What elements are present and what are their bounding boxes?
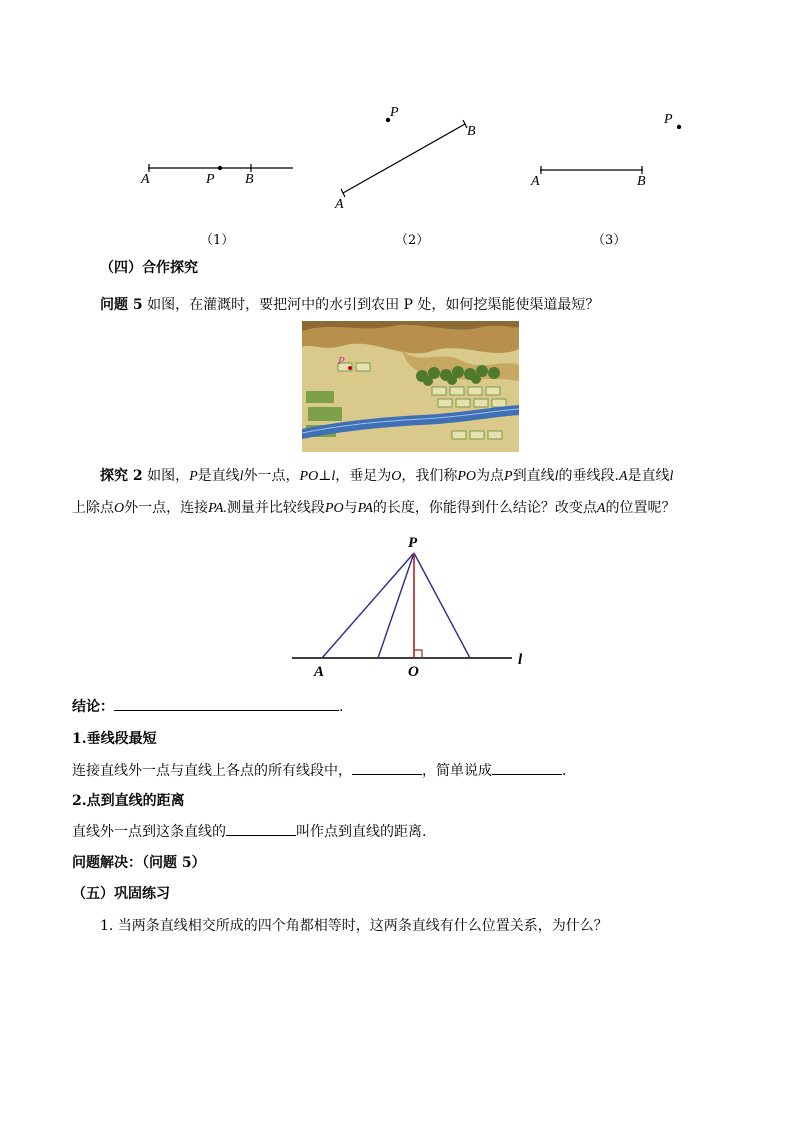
fig1-caption: （1） [200,233,235,248]
t6: 为点 [476,468,505,484]
var-o: O [391,469,402,484]
item2-text-a: 直线外一点到这条直线的 [72,824,226,840]
fig1-label-p: P [206,172,215,187]
item1-text-c: . [562,763,567,779]
item1-blank-1[interactable] [352,760,422,775]
t14: 的长度，你能得到什么结论？改变点 [372,500,597,516]
section5-heading: （五）巩固练习 [72,886,170,902]
t5: ，我们称 [401,468,458,484]
var-l3: l [669,469,674,484]
t7: 到直线 [512,468,555,484]
figure-3 [530,112,681,189]
conclusion-label: 结论： [72,699,114,715]
item2-text [72,821,732,843]
diagram-label-a: A [314,664,325,680]
item2-text-b: 叫作点到直线的距离. [296,824,427,840]
explore2-label: 探究 2 [100,468,143,484]
problem5-label: 问题 5 [100,297,143,313]
fig1-point-p [218,166,222,170]
var-po: PO [457,469,477,484]
item1-heading: 1.垂线段最短 [72,731,157,747]
t9: 是直线 [627,468,670,484]
map-label-p: P [338,355,345,367]
problem5-text: 如图，在灌溉时，要把河中的水引到农田 P 处，如何挖渠能使渠道最短？ [147,297,600,313]
explore2-line2 [72,497,732,520]
var-po-perp: PO⊥l [299,469,336,484]
diagram-label-l: l [518,652,523,668]
conclusion [72,696,732,718]
t13: 与 [343,500,358,516]
figure-2 [334,105,476,212]
fig2-label-p: P [390,105,399,120]
item1-text-b: ，简单说成 [422,763,492,779]
var-o2: O [114,501,125,516]
fig3-point-p [677,125,681,129]
var-p2: P [504,469,513,484]
t3: 外一点， [243,468,300,484]
right-angle-mark [414,650,422,658]
item2-heading: 2.点到直线的距离 [72,793,185,809]
fig2-tick-a [341,189,345,197]
var-a2: A [596,501,606,516]
explore2-line1 [100,465,760,488]
var-pa2: PA [357,501,373,516]
fig3-label-b: B [637,174,646,189]
item1-blank-2[interactable] [492,760,562,775]
fig2-label-b: B [467,124,476,139]
t8: 的垂线段. [558,468,619,484]
perpendicular-diagram [280,528,540,683]
fig2-line [343,124,465,193]
t10: 上除点 [72,500,114,516]
fig1-label-a: A [141,172,150,187]
fig2-caption: （2） [395,233,430,248]
var-p: P [189,469,198,484]
var-a: A [618,469,628,484]
map-point-p [348,366,352,370]
section4-heading: （四）合作探究 [100,260,198,276]
var-po2: PO [324,501,344,516]
t1: 如图， [147,468,190,484]
segment-pa [322,553,414,658]
t4: ，垂足为 [335,468,392,484]
fig3-label-p: P [664,112,673,127]
exercise1: 1. 当两条直线相交所成的四个角都相等时，这两条直线有什么位置关系，为什么？ [100,918,608,934]
solve-line: 问题解决：（问题 5） [72,855,206,871]
figure-1 [140,164,293,187]
problem5 [100,294,760,316]
item2-blank[interactable] [226,821,296,836]
var-l2: l [554,469,559,484]
segment-p-mid [378,553,414,658]
t2: 是直线 [197,468,240,484]
var-pa: PA. [208,501,227,516]
t11: 外一点，连接 [124,500,209,516]
irrigation-map [302,321,519,452]
diagram-label-o: O [408,664,419,680]
fig2-label-a: A [335,197,344,212]
segment-p-right [414,553,470,658]
fig3-caption: （3） [592,233,627,248]
conclusion-end: . [339,699,344,715]
t15: 的位置呢？ [605,500,676,516]
diagram-label-p: P [408,535,418,551]
var-l: l [239,469,244,484]
conclusion-blank[interactable] [114,696,339,711]
t12: 测量并比较线段 [226,500,325,516]
item1-text-a: 连接直线外一点与直线上各点的所有线段中， [72,763,352,779]
fig3-label-a: A [531,174,540,189]
item1-text [72,760,732,782]
fig1-label-b: B [245,172,254,187]
